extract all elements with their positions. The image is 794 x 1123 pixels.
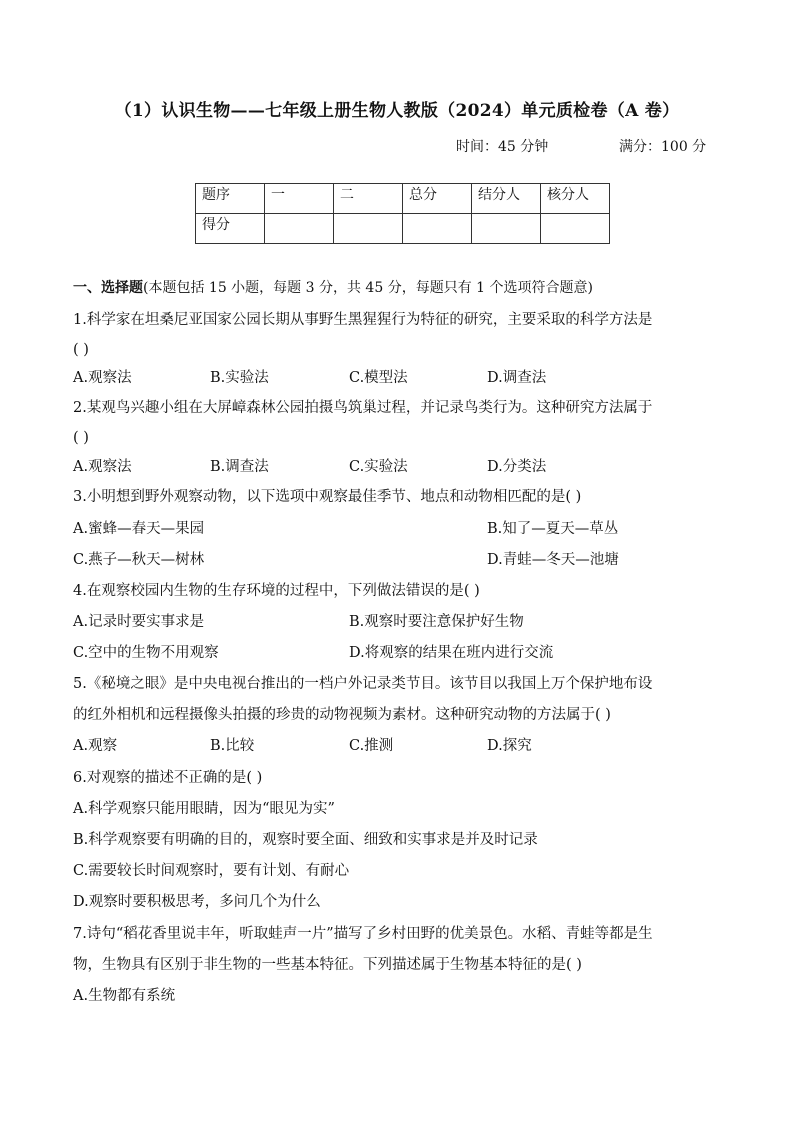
question-5-option-a[interactable]: A.观察 — [73, 738, 118, 754]
question-1-option-a[interactable]: A.观察法 — [73, 370, 132, 386]
exam-time: 时间：45 分钟 — [456, 139, 549, 155]
question-2-blank: ( ) — [73, 430, 89, 446]
score-table-header-row — [196, 184, 610, 214]
section-heading — [73, 277, 593, 297]
question-6-option-c[interactable]: C.需要较长时间观察时，要有计划、有耐心 — [73, 863, 350, 879]
score-input-cell[interactable] — [472, 214, 541, 244]
question-2-option-a[interactable]: A.观察法 — [73, 459, 132, 475]
score-input-cell[interactable] — [403, 214, 472, 244]
question-1-option-b[interactable]: B.实验法 — [210, 370, 269, 386]
score-table-cell: 核分人 — [541, 184, 610, 214]
question-5-text-cont: 的红外相机和远程摄像头拍摄的珍贵的动物视频为素材。这种研究动物的方法属于( ) — [73, 707, 611, 723]
question-1-option-d[interactable]: D.调查法 — [487, 370, 547, 386]
question-5-option-c[interactable]: C.推测 — [349, 738, 394, 754]
question-3-option-a[interactable]: A.蜜蜂—春天—果园 — [73, 521, 205, 537]
question-4-option-c[interactable]: C.空中的生物不用观察 — [73, 645, 219, 661]
question-7-option-a[interactable]: A.生物都有系统 — [73, 988, 176, 1004]
score-table — [195, 183, 610, 244]
score-input-cell[interactable] — [541, 214, 610, 244]
question-3-option-c[interactable]: C.燕子—秋天—树林 — [73, 552, 205, 568]
question-3-option-d[interactable]: D.青蛙—冬天—池塘 — [487, 552, 619, 568]
question-2-option-d[interactable]: D.分类法 — [487, 459, 547, 475]
score-table-score-row — [196, 214, 610, 244]
question-6-option-b[interactable]: B.科学观察要有明确的目的，观察时要全面、细致和实事求是并及时记录 — [73, 832, 538, 848]
score-table-cell: 一 — [265, 184, 334, 214]
question-6-option-d[interactable]: D.观察时要积极思考，多问几个为什么 — [73, 894, 321, 910]
score-input-cell[interactable] — [334, 214, 403, 244]
question-5-option-d[interactable]: D.探究 — [487, 738, 532, 754]
question-6-text: 6.对观察的描述不正确的是( ) — [73, 770, 263, 786]
score-table-cell: 二 — [334, 184, 403, 214]
question-7-text: 7.诗句“稻花香里说丰年，听取蛙声一片”描写了乡村田野的优美景色。水稻、青蛙等都是生 — [73, 926, 653, 942]
score-table-cell: 结分人 — [472, 184, 541, 214]
question-3-option-b[interactable]: B.知了—夏天—草丛 — [487, 521, 619, 537]
question-2-text: 2.某观鸟兴趣小组在大屏嶂森林公园拍摄鸟筑巢过程，并记录鸟类行为。这种研究方法属于 — [73, 400, 653, 416]
exam-full-score: 满分：100 分 — [619, 139, 707, 155]
question-2-option-c[interactable]: C.实验法 — [349, 459, 408, 475]
question-2-option-b[interactable]: B.调查法 — [210, 459, 269, 475]
question-1-blank: ( ) — [73, 342, 89, 358]
score-table-cell: 题序 — [196, 184, 265, 214]
question-4-option-d[interactable]: D.将观察的结果在班内进行交流 — [349, 645, 554, 661]
exam-title: （1）认识生物——七年级上册生物人教版（2024）单元质检卷（A 卷） — [114, 101, 680, 121]
question-5-option-b[interactable]: B.比较 — [210, 738, 255, 754]
question-4-text: 4.在观察校园内生物的生存环境的过程中，下列做法错误的是( ) — [73, 583, 480, 599]
question-4-option-b[interactable]: B.观察时要注意保护好生物 — [349, 614, 524, 630]
section-description: (本题包括 15 小题，每题 3 分，共 45 分，每题只有 1 个选项符合题意) — [143, 280, 593, 296]
question-1-text: 1.科学家在坦桑尼亚国家公园长期从事野生黑猩猩行为特征的研究，主要采取的科学方法是 — [73, 312, 653, 328]
score-input-cell[interactable] — [265, 214, 334, 244]
question-4-option-a[interactable]: A.记录时要实事求是 — [73, 614, 205, 630]
section-title: 一、选择题 — [73, 280, 143, 296]
question-3-text: 3.小明想到野外观察动物，以下选项中观察最佳季节、地点和动物相匹配的是( ) — [73, 489, 582, 505]
score-table-cell: 得分 — [196, 214, 265, 244]
question-6-option-a[interactable]: A.科学观察只能用眼睛，因为“眼见为实” — [73, 801, 335, 817]
score-table-cell: 总分 — [403, 184, 472, 214]
question-5-text: 5.《秘境之眼》是中央电视台推出的一档户外记录类节目。该节目以我国上万个保护地布设 — [73, 676, 653, 692]
question-1-option-c[interactable]: C.模型法 — [349, 370, 408, 386]
question-7-text-cont: 物，生物具有区别于非生物的一些基本特征。下列描述属于生物基本特征的是( ) — [73, 957, 582, 973]
